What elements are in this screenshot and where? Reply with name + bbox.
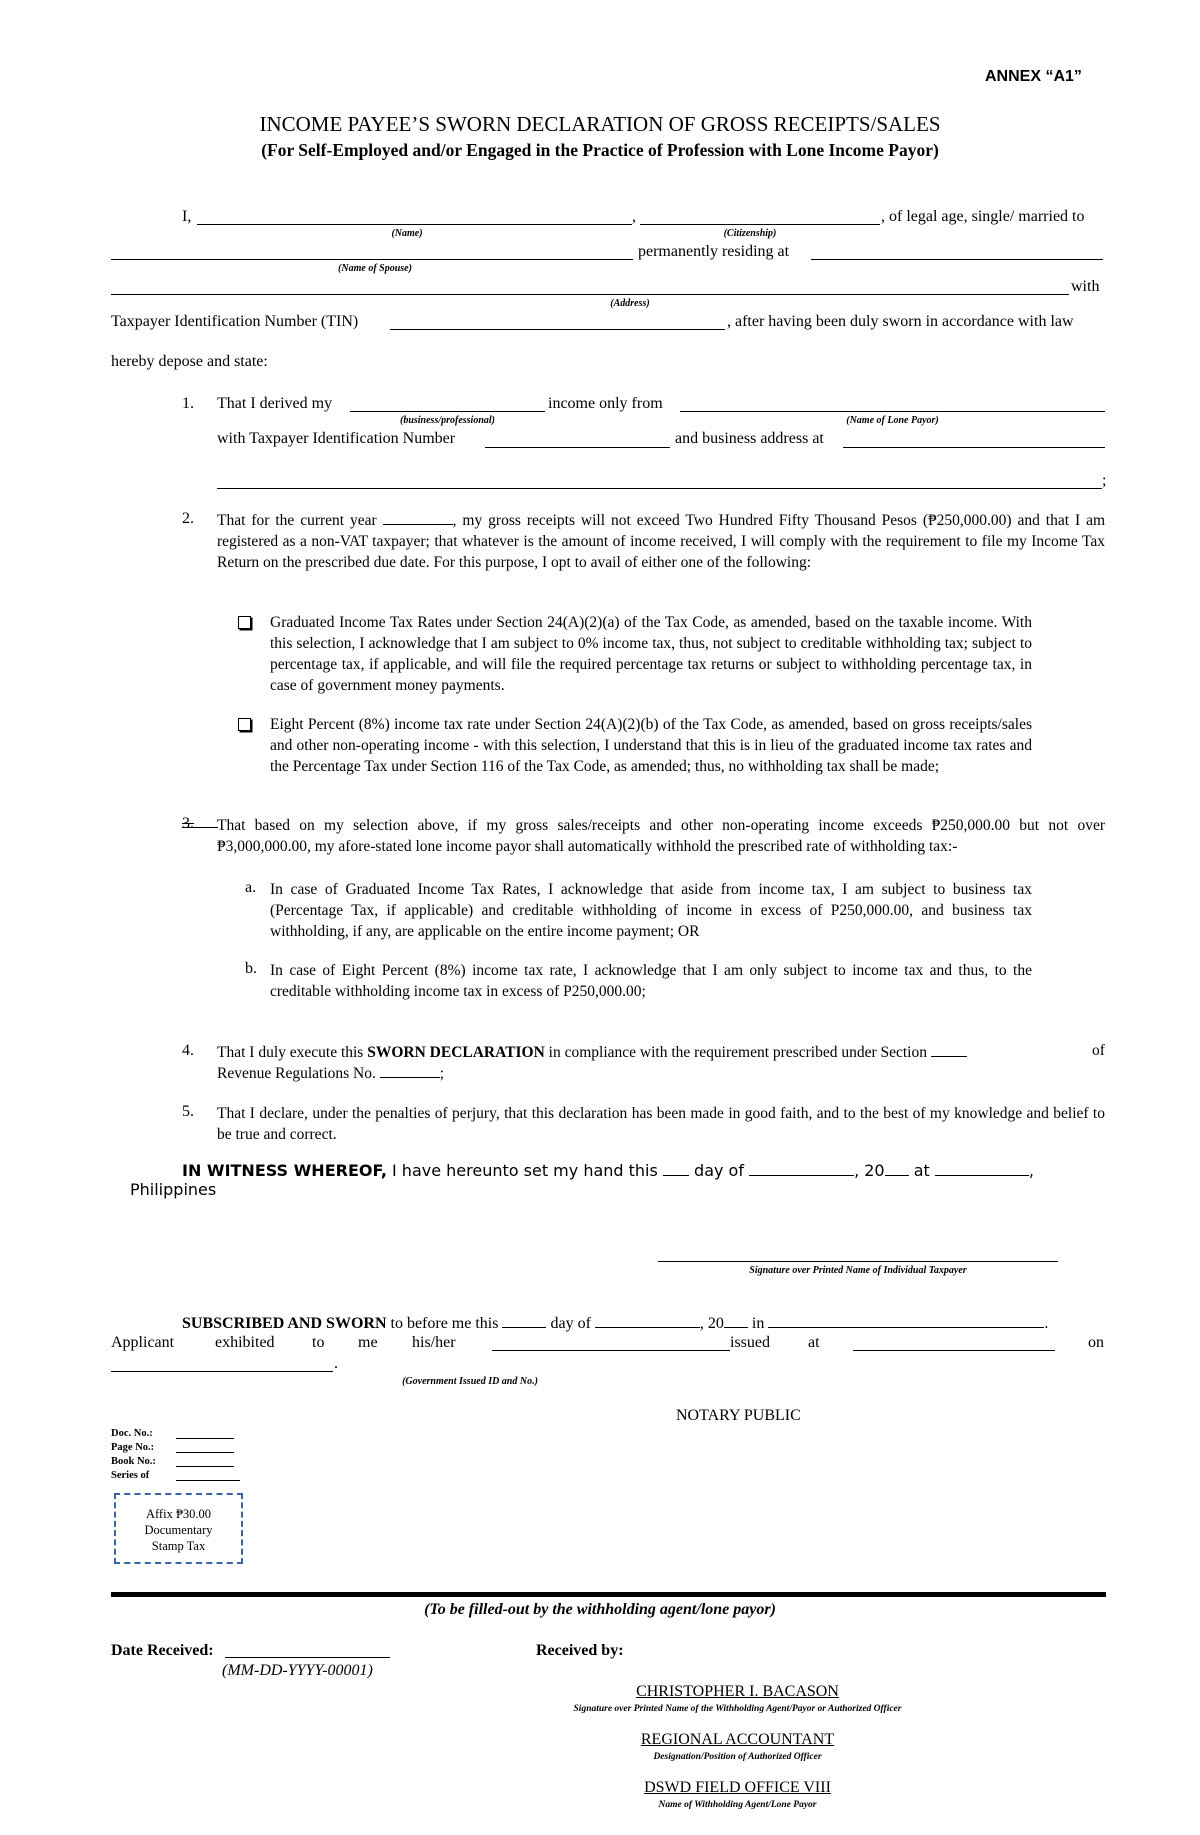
- name-field-line[interactable]: [197, 224, 632, 225]
- stamp-line-1: Affix ₱30.00: [145, 1507, 212, 1521]
- witness-text-a: I have hereunto set my hand this: [392, 1161, 658, 1180]
- witness-line: [182, 1161, 1034, 1180]
- intro-with: with: [1071, 278, 1100, 295]
- witness-year-field[interactable]: [885, 1161, 909, 1176]
- officer-position-caption: Designation/Position of Authorized Officer: [653, 1752, 822, 1762]
- current-year-field[interactable]: [383, 510, 453, 525]
- spouse-field-line[interactable]: [111, 259, 633, 260]
- subscribed-period-2: .: [334, 1355, 338, 1372]
- issued-at-field-line[interactable]: [853, 1350, 1055, 1351]
- lone-payor-field-line[interactable]: [680, 411, 1105, 412]
- item-4-number: 4.: [182, 1042, 194, 1059]
- subscribed-bold: SUBSCRIBED AND SWORN: [182, 1315, 387, 1332]
- item-4-line-1: [217, 1042, 967, 1062]
- item-3-a-text: In case of Graduated Income Tax Rates, I acknowledge that aside from income tax, I am subject to business tax (Percentage Tax, if applicable) and creditable withholding of income in excess of P250,000.00, and business tax withholding, if any, are applicable on the entire income payment; OR: [270, 881, 1032, 940]
- witness-philippines: Philippines: [130, 1180, 217, 1199]
- subscribed-line: [182, 1313, 1048, 1333]
- hisher-word: his/her: [412, 1334, 456, 1351]
- subscribed-year-field[interactable]: [724, 1313, 748, 1328]
- date-format-hint: (MM-DD-YYYY-00001): [222, 1662, 373, 1679]
- agent-section-divider: [111, 1592, 1106, 1597]
- me-word: me: [358, 1334, 378, 1351]
- officer-name: CHRISTOPHER I. BACASON: [636, 1683, 839, 1700]
- witness-comma-20: , 20: [854, 1161, 885, 1180]
- section-field[interactable]: [931, 1042, 967, 1057]
- caption-government-id: (Government Issued ID and No.): [402, 1376, 538, 1387]
- caption-address: (Address): [610, 298, 650, 309]
- taxpayer-signature-line[interactable]: [658, 1261, 1058, 1262]
- item-2-text-a: That for the current year: [217, 512, 377, 529]
- received-by-label: Received by:: [536, 1642, 624, 1659]
- item-1-with-tin: with Taxpayer Identification Number: [217, 430, 456, 447]
- to-word: to: [312, 1334, 325, 1351]
- doc-no-label: Doc. No.:: [111, 1428, 153, 1439]
- subscribed-day-field[interactable]: [502, 1313, 546, 1328]
- citizenship-field-line[interactable]: [640, 224, 880, 225]
- subscribed-month-field[interactable]: [595, 1313, 700, 1328]
- item-4-text-a: That I duly execute this: [217, 1044, 364, 1061]
- book-no-field-line[interactable]: [176, 1466, 234, 1467]
- taxpayer-signature-caption: Signature over Printed Name of Individual Taxpayer: [749, 1265, 967, 1276]
- issued-word: issued: [730, 1334, 770, 1351]
- caption-citizenship: (Citizenship): [723, 228, 777, 239]
- page-no-field-line[interactable]: [176, 1452, 234, 1453]
- withholding-agent-office: DSWD FIELD OFFICE VIII: [644, 1779, 831, 1796]
- item-3-b-text: In case of Eight Percent (8%) income tax rate, I acknowledge that I am only subject to income tax and thus, to the creditable withholding income tax in excess of P250,000.00;: [270, 962, 1032, 1000]
- witness-month-field[interactable]: [749, 1161, 854, 1176]
- stamp-line-3: Stamp Tax: [151, 1539, 206, 1553]
- revenue-regulations-field[interactable]: [380, 1063, 440, 1078]
- item-2-text-b: , my gross receipts will not exceed Two Hundred Fifty Thousand Pesos (₱250,000.00) and that I am registered as a non-VAT taxpayer; that whatever is the amount of income received, I will comply with the requirement to file my Income Tax Return on the prescribed due date. For this purpose, I opt to avail of either one of the following:: [217, 512, 1106, 571]
- subscribed-period: .: [1044, 1315, 1049, 1332]
- officer-position: REGIONAL ACCOUNTANT: [640, 1731, 835, 1748]
- item-2-text: [217, 510, 1105, 573]
- tin-field-line[interactable]: [390, 329, 725, 330]
- witness-at: at: [913, 1161, 930, 1180]
- item-3-b-label: b.: [245, 960, 257, 977]
- item-2-number: 2.: [182, 510, 194, 527]
- intro-i: I,: [182, 208, 192, 225]
- item-3-number-text: 3.: [182, 815, 194, 832]
- on-word: on: [1088, 1334, 1104, 1351]
- item-5-text: That I declare, under the penalties of perjury, that this declaration has been made in good faith, and to the best of my knowledge and belief to be true and correct.: [217, 1105, 1105, 1143]
- witness-day-field[interactable]: [663, 1161, 689, 1176]
- item-1-derived: That I derived my: [217, 395, 333, 412]
- option-graduated-checkbox[interactable]: [238, 616, 251, 629]
- caption-business: (business/professional): [399, 415, 495, 426]
- intro-depose: hereby depose and state:: [111, 353, 268, 370]
- exhibited-word: exhibited: [215, 1334, 275, 1351]
- intro-permanently: permanently residing at: [638, 243, 790, 260]
- business-address-field-line[interactable]: [843, 447, 1105, 448]
- item-4-of: of: [1092, 1042, 1105, 1059]
- item-1-income-from: income only from: [548, 395, 663, 412]
- withholding-agent-caption: Name of Withholding Agent/Lone Payor: [658, 1800, 817, 1810]
- option-eight-percent-checkbox[interactable]: [238, 718, 251, 731]
- subscribed-comma-20: , 20: [699, 1315, 724, 1332]
- date-received-field-line[interactable]: [225, 1657, 390, 1658]
- officer-name-caption: Signature over Printed Name of the Withholding Agent/Payor or Authorized Officer: [573, 1704, 902, 1714]
- item-4-text-b: in compliance with the requirement prescribed under Section: [548, 1044, 927, 1061]
- applicant-word: Applicant: [111, 1334, 175, 1351]
- form-title: INCOME PAYEE’S SWORN DECLARATION OF GROSS RECEIPTS/SALES: [259, 112, 941, 136]
- item-1-number: 1.: [182, 395, 194, 412]
- intro-after-sworn: , after having been duly sworn in accordance with law: [727, 313, 1074, 330]
- at-word: at: [808, 1334, 820, 1351]
- form-subtitle: (For Self-Employed and/or Engaged in the Practice of Profession with Lone Income Payor): [261, 140, 939, 160]
- intro-legal-age: , of legal age, single/ married to: [881, 208, 1085, 225]
- subscribed-day-of: day of: [550, 1315, 591, 1332]
- annex-label: ANNEX “A1”: [985, 68, 1082, 85]
- caption-lone-payor: (Name of Lone Payor): [846, 415, 939, 426]
- stamp-line-2: Documentary: [144, 1523, 213, 1537]
- business-type-field-line[interactable]: [350, 411, 545, 412]
- witness-place-field[interactable]: [935, 1161, 1029, 1176]
- item-5-number: 5.: [182, 1103, 194, 1120]
- address-field-line[interactable]: [111, 294, 1069, 295]
- item-4-line-2: [217, 1063, 444, 1083]
- payor-tin-field-line[interactable]: [485, 447, 670, 448]
- option-graduated-text: Graduated Income Tax Rates under Section 24(A)(2)(a) of the Tax Code, as amended, based on the taxable income. With this selection, I acknowledge that I am subject to 0% income tax, thus, not subject to creditable withholding tax; subject to percentage tax, if applicable, and will file the required percentage tax returns or subject to withholding percentage tax, in case of government money payments.: [270, 614, 1032, 694]
- intro-tin-label: Taxpayer Identification Number (TIN): [111, 313, 359, 330]
- witness-comma: ,: [1028, 1161, 1034, 1180]
- item-4-end: ;: [439, 1065, 445, 1082]
- witness-bold: IN WITNESS WHEREOF,: [182, 1161, 387, 1180]
- subscribed-place-field[interactable]: [768, 1313, 1044, 1328]
- series-of-label: Series of: [111, 1470, 150, 1481]
- government-id-field-line[interactable]: [492, 1350, 730, 1351]
- item-3-text: That based on my selection above, if my gross sales/receipts and other non-operating income exceeds ₱250,000.00 but not over ₱3,000,000.00, my afore-stated lone income payor shall automatically withhold the prescribed rate of withholding tax:-: [217, 817, 1105, 855]
- issued-on-field-line[interactable]: [111, 1371, 333, 1372]
- page-no-label: Page No.:: [111, 1442, 155, 1453]
- item-4-rr: Revenue Regulations No.: [217, 1065, 376, 1082]
- residence-field-line[interactable]: [811, 259, 1103, 260]
- caption-name: (Name): [391, 228, 423, 239]
- documentary-stamp-box: [114, 1493, 243, 1564]
- witness-day-of: day of: [694, 1161, 744, 1180]
- item-1-semicolon: ;: [1102, 472, 1107, 489]
- subscribed-in: in: [751, 1315, 765, 1332]
- item-1-business-address: and business address at: [675, 430, 824, 447]
- series-of-field-line[interactable]: [176, 1480, 240, 1481]
- subscribed-text-a: to before me this: [390, 1315, 499, 1332]
- notary-public-label: NOTARY PUBLIC: [676, 1407, 801, 1424]
- agent-section-title: (To be filled-out by the withholding agent/lone payor): [424, 1601, 776, 1618]
- book-no-label: Book No.:: [111, 1456, 156, 1467]
- date-received-label: Date Received:: [111, 1642, 214, 1659]
- caption-spouse: (Name of Spouse): [338, 263, 412, 274]
- item-3-strike-line: [182, 827, 218, 828]
- item-3-a-label: a.: [245, 879, 257, 896]
- item-3-number: [182, 815, 217, 833]
- intro-comma: ,: [632, 208, 636, 225]
- item-4-bold: SWORN DECLARATION: [367, 1044, 545, 1061]
- doc-no-field-line[interactable]: [176, 1438, 234, 1439]
- business-address-field-line-2[interactable]: [217, 488, 1102, 489]
- option-eight-percent-text: Eight Percent (8%) income tax rate under Section 24(A)(2)(b) of the Tax Code, as amended, based on gross receipts/sales and other non-operating income - with this selection, I understand that this is in lieu of the graduated income tax rates and the Percentage Tax under Section 116 of the Tax Code, as amended; thus, no withholding tax shall be made;: [270, 716, 1032, 775]
